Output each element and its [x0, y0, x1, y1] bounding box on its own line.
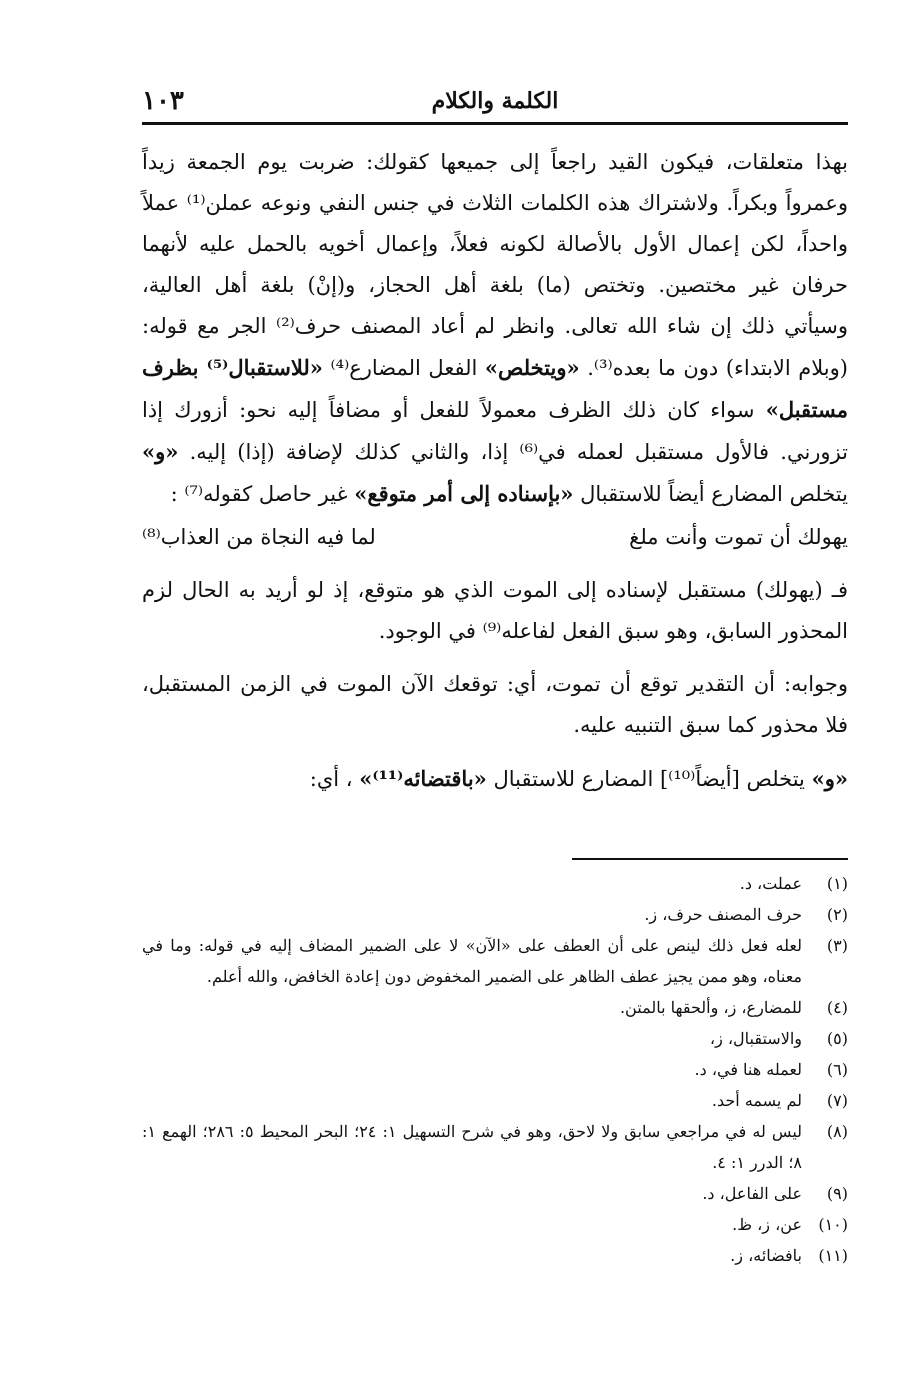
footnote-text: عن، ز، ظ.: [732, 1215, 802, 1234]
paragraph-3: وجوابه: أن التقدير توقع أن تموت، أي: توقعك الآن الموت في الزمن المستقبل، فلا محذور كما سبق التنبيه عليه.: [142, 672, 848, 737]
footnote-text: للمضارع، ز، وألحقها بالمتن.: [619, 998, 802, 1017]
paragraph-1-text-5: غير حاصل كقوله⁽⁷⁾ :: [170, 482, 348, 506]
paragraph-4-text-2: ، أي:: [309, 767, 353, 791]
footnote-separator: [572, 858, 848, 860]
footnote: [142, 1240, 848, 1271]
paragraph-4: [142, 758, 848, 800]
footnote-number: (٧): [826, 1091, 848, 1110]
matn-quote: «ويتخلص»: [484, 355, 580, 380]
page-number: ١٠٣: [142, 86, 184, 116]
footnote-number: (٢): [826, 905, 848, 924]
footnote-number: (٣): [826, 936, 848, 955]
matn-quote-3: «و»: [142, 439, 179, 464]
chapter-title: الكلمة والكلام: [431, 88, 559, 114]
footnote-text: والاستقبال، ز،: [709, 1029, 802, 1048]
footnote-number: (١٠): [818, 1215, 848, 1234]
footnote: [142, 1178, 848, 1209]
paragraph-2: فـ (يهولك) مستقبل لإسناده إلى الموت الذي هو متوقع، إذ لو أريد به الحال لزم المحذور السابق، وهو سبق الفعل لفاعله⁽⁹⁾ في الوجود.: [142, 578, 848, 643]
footnote-number: (٨): [826, 1122, 848, 1141]
footnote-number: (١١): [818, 1246, 848, 1265]
running-header: [142, 86, 848, 120]
matn-quote-2: «للاستقبال⁽⁵⁾ بظرف مستقبل»: [142, 355, 848, 422]
footnote-text: ليس له في مراجعي سابق ولا لاحق، وهو في شرح التسهيل ١: ٢٤؛ البحر المحيط ٥: ٢٨٦؛ الهمع ١: ٨؛ الدرر ١: ٤.: [142, 1122, 803, 1172]
footnote: [142, 1085, 848, 1116]
footnote: [142, 1023, 848, 1054]
header-rule: [142, 122, 848, 125]
footnote-text: بافضائه، ز.: [730, 1246, 802, 1265]
footnote-text: لعمله هنا في، د.: [694, 1060, 802, 1079]
matn-quote-6: «باقتضائه⁽¹¹⁾»: [359, 766, 487, 791]
paragraph-1-text: بهذا متعلقات، فيكون القيد راجعاً إلى جميعها كقولك: ضربت يوم الجمعة زيداً وعمرواً وبكراً. ولاشتراك هذه الكلمات الثلاث في جنس النفي ونوعه عملن⁽¹⁾ عملاً واحداً، لكن إعمال الأول بالأصالة لكونه فعلاً، وإعمال أخويه بالحمل عليه لأنهما حرفان غير مختصين. وتختص (ما) بلغة أهل الحجاز، و(إنْ) بلغة أهل العالية، وسيأتي ذلك إن شاء الله تعالى. وانظر لم أعاد المصنف حرف⁽²⁾ الجر مع قوله: (وبلام الابتداء) دون ما بعده⁽³⁾.: [142, 150, 848, 380]
paragraph-1-text-3: سواء كان ذلك الظرف معمولاً للفعل أو مضافاً إليه نحو: أزورك إذا تزورني. فالأول مستقبل لعمله في⁽⁶⁾ إذا، والثاني كذلك لإضافة (إذا) إليه.: [142, 398, 849, 464]
main-text: [142, 142, 848, 800]
paragraph-1-text-2: الفعل المضارع⁽⁴⁾: [330, 356, 478, 380]
footnotes: [142, 868, 848, 1271]
paragraph-1-text-4: يتخلص المضارع أيضاً للاستقبال: [580, 482, 848, 506]
matn-quote-5: «و»: [811, 766, 848, 791]
poetry-verse: [142, 517, 848, 558]
footnote-text: لعله فعل ذلك لينص على أن العطف على «الآن» لا على الضمير المضاف إليه في قوله: وما في معناه، وهو ممن يجيز عطف الظاهر على الضمير المخفوض دون إعادة الخافض، والله أعلم.: [142, 936, 802, 986]
verse-first-hemistich: يهولك أن تموت وأنت ملغ: [629, 525, 848, 549]
footnote-text: على الفاعل، د.: [702, 1184, 802, 1203]
footnote: [142, 868, 848, 899]
footnote-text: عملت، د.: [739, 874, 802, 893]
footnote-number: (٥): [826, 1029, 848, 1048]
footnote-number: (١): [826, 874, 848, 893]
footnote: [142, 1054, 848, 1085]
paragraph-1: [142, 142, 848, 515]
matn-quote-4: «بإسناده إلى أمر متوقع»: [354, 481, 574, 506]
footnote-number: (٤): [826, 998, 848, 1017]
footnote: [142, 899, 848, 930]
footnote-text: حرف المصنف حرف، ز.: [644, 905, 802, 924]
paragraph-4-text: يتخلص [أيضاً⁽¹⁰⁾] المضارع للاستقبال: [493, 767, 805, 791]
footnote: [142, 992, 848, 1023]
footnote: [142, 1209, 848, 1240]
footnote-text: لم يسمه أحد.: [711, 1091, 802, 1110]
footnote-number: (٦): [826, 1060, 848, 1079]
verse-second-hemistich: لما فيه النجاة من العذاب⁽⁸⁾: [142, 525, 376, 549]
footnote: [142, 930, 848, 992]
footnote: [142, 1116, 848, 1178]
footnote-number: (٩): [826, 1184, 848, 1203]
